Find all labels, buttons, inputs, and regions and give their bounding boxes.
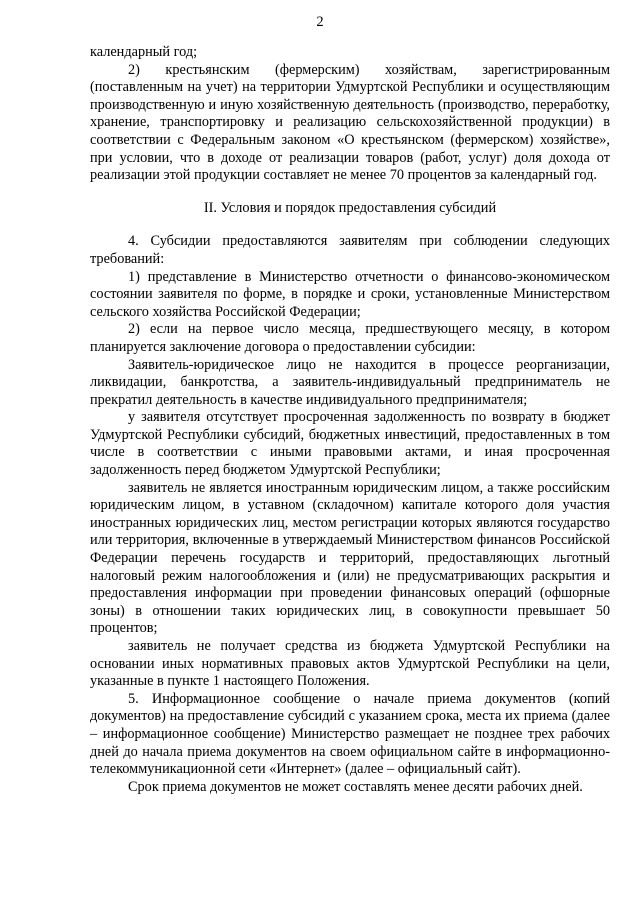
section-heading: II. Условия и порядок предоставления субсидий	[203, 199, 497, 216]
paragraph-no-other-funds: заявитель не получает средства из бюджета Удмуртской Республики на основании иных нормативных правовых актов Удмуртской Республики на цели, указанные в пункте 1 настоящего Положения.	[90, 638, 610, 690]
paragraph-deadline: Срок приема документов не может составлять менее десяти рабочих дней.	[128, 778, 583, 795]
paragraph-debt: у заявителя отсутствует просроченная задолженность по возврату в бюджет Удмуртской Республики субсидий, бюджетных инвестиций, предоставленных в том числе в соответствии с иными правовыми актами, и иная просроченная задолженность перед бюджетом Удмуртской Республики;	[90, 409, 610, 479]
paragraph-continuation: календарный год;	[90, 44, 198, 60]
paragraph-foreign-entity: заявитель не является иностранным юридическим лицом, а также российским юридическим лицом, в уставном (складочном) капитале которого доля участия иностранных юридических лиц, местом регистрации которых являются государство или территория, включенные в утверждаемый Министерством финансов Российской Федерации перечень государств и территорий, предоставляющих льготный налоговый режим налогообложения и (или) не предусматривающих раскрытия и предоставления информации при проведении финансовых операций (офшорные зоны) в отношении таких юридических лиц, в совокупности превышает 50 процентов;	[90, 479, 610, 637]
document-body	[90, 44, 610, 796]
paragraph-requirement-2: 2) если на первое число месяца, предшествующего месяцу, в котором планируется заключение договора о предоставлении субсидии:	[90, 321, 610, 355]
paragraph-item-2: 2) крестьянским (фермерским) хозяйствам, зарегистрированным (поставленным на учет) на территории Удмуртской Республики и осуществляющим производственную и иную хозяйственную деятельность (производство, переработку, хранение, транспортировку и реализацию сельскохозяйственной продукции) в соответствии с Федеральным законом «О крестьянском (фермерском) хозяйстве», при условии, что в доходе от реализации товаров (работ, услуг) доля дохода от реализации этой продукции составляет не менее 70 процентов за календарный год.	[90, 61, 610, 184]
paragraph-legal-entity: Заявитель-юридическое лицо не находится в процессе реорганизации, ликвидации, банкротства, а заявитель-индивидуальный предприниматель не прекратил деятельность в качестве индивидуального предпринимателя;	[90, 356, 610, 408]
paragraph-requirement-1: 1) представление в Министерство отчетности о финансово-экономическом состоянии заявителя по форме, в порядке и сроки, установленные Министерством сельского хозяйства Российской Федерации;	[90, 268, 610, 320]
paragraph-clause-4: 4. Субсидии предоставляются заявителям при соблюдении следующих требований:	[90, 233, 610, 267]
page-number: 2	[316, 14, 324, 30]
paragraph-clause-5: 5. Информационное сообщение о начале приема документов (копий документов) на предоставление субсидий с указанием срока, места их приема (далее – информационное сообщение) Министерство размещает не позднее трех рабочих дней до начала приема документов на своем официальном сайте в информационно-телекоммуникационной сети «Интернет» (далее – официальный сайт).	[90, 690, 610, 778]
